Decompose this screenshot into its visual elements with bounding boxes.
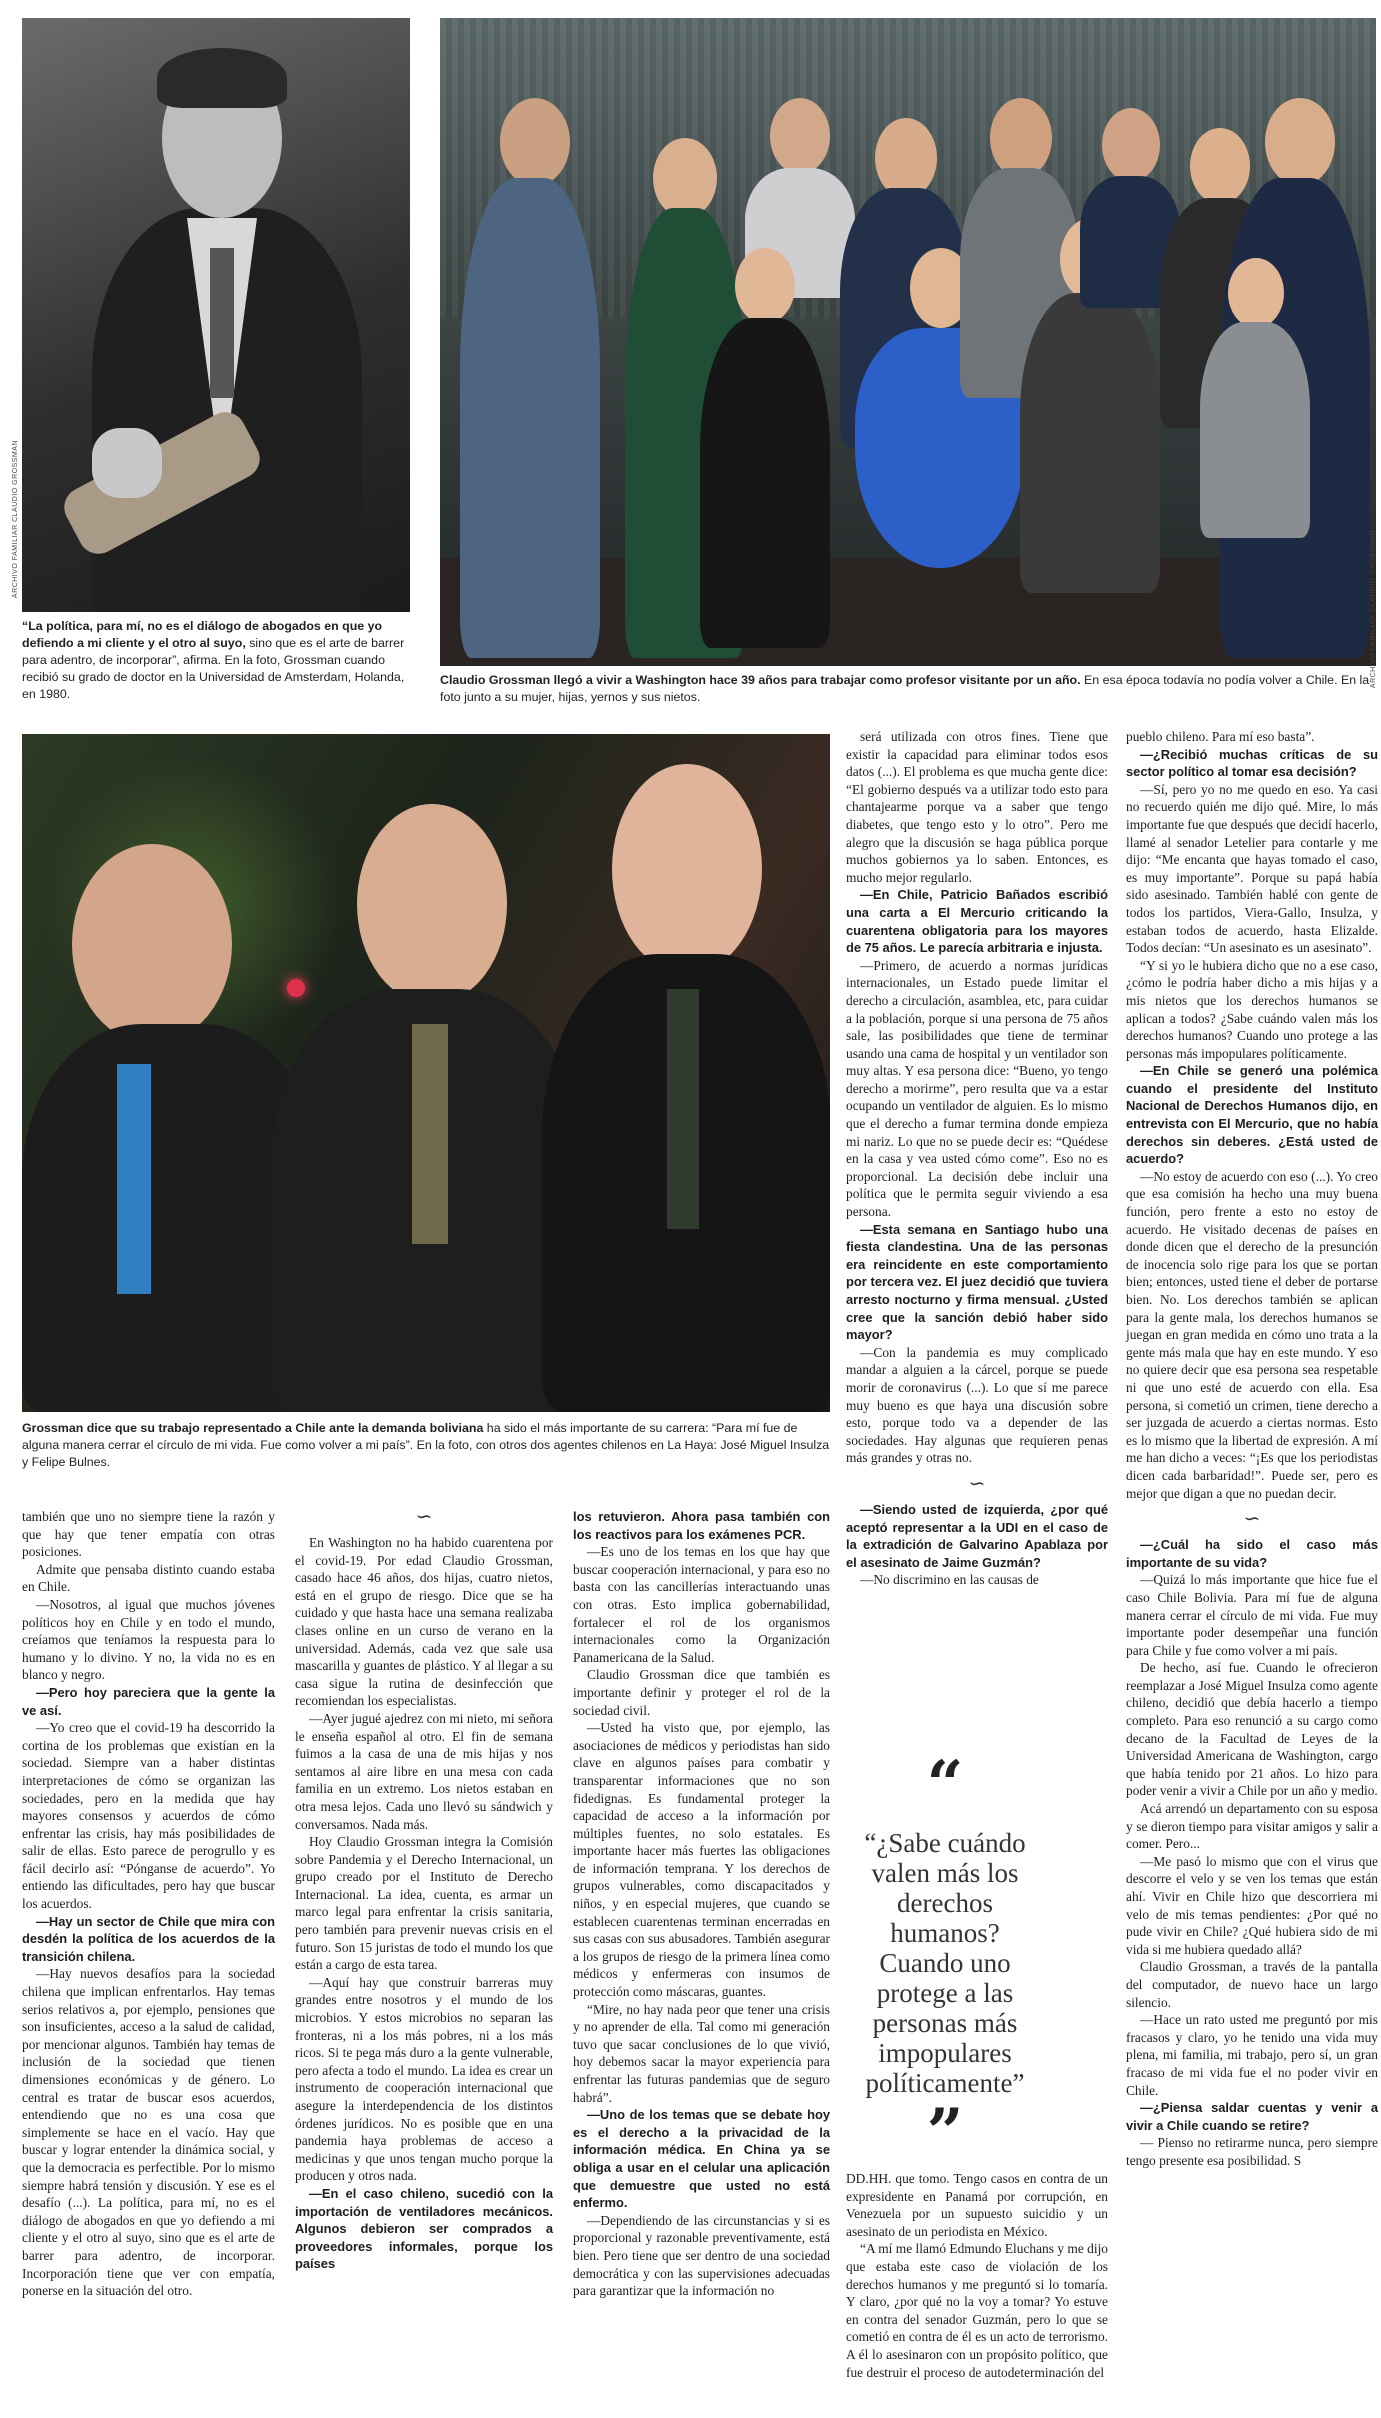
article-column	[846, 2170, 1108, 2381]
article-paragraph: —Aquí hay que construir barreras muy grandes entre nosotros y el mundo de los microbios. Y estos microbios no separan las fronteras, ni a los más pobres, ni a los más ricos. Si te pega más duro a la gente vulnerable, pero afecta a todo el mundo. La idea es crear un instrumento de cooperación internacional que asegure la interdependencia de los distintos órdenes jurídicos. No es posible que en una pandemia haya problemas de acceso a medicinas y que unos tengan mucho porque la producen y otros nada.	[295, 1974, 553, 2184]
article-paragraph: — Pienso no retirarme nunca, pero siempre tengo presente esa posibilidad. S	[1126, 2135, 1378, 2168]
interview-question: —Pero hoy pareciera que la gente la ve así.	[22, 1684, 275, 1718]
article-paragraph: —Primero, de acuerdo a normas jurídicas internacionales, un Estado puede limitar el derecho a circulación, asamblea, etc, para cuidar a la población, porque si una persona de 75 años sale, las posibilidades que tiene de terminar usando una cama de hospital y un ventilador son muy altas. Y esa persona dice: “Bueno, yo tengo derecho a morirme”, pero resulta que va a estar ocupando un ventilador de alguien. Es lo mismo que el derecho a fumar termina donde empieza mi nariz. Lo que no se puede decir es: “Quédese en la casa y vea usted cómo come”. Eso no es proporcional. La decisión debe incluir una política que le permita seguir viviendo a esa persona.	[846, 957, 1108, 1220]
agents-photo	[22, 734, 830, 1412]
article-paragraph: —No discrimino en las causas de	[860, 1572, 1039, 1588]
open-quote-mark: “	[926, 1747, 964, 1822]
article-paragraph: DD.HH. que tomo. Tengo casos en contra de un expresidente en Panamá por corrupción, en Venezuela por un supuesto suicidio y un asesinato de un periodista en México.	[846, 2171, 1108, 2239]
interview-question: —¿Recibió muchas críticas de su sector político al tomar esa decisión?	[1126, 746, 1378, 780]
caption-text: En esa época todavía no podía volver a Chile. En la foto junto a su mujer, hijas, yernos y sus nietos.	[440, 673, 1370, 704]
portrait-figure	[22, 18, 410, 612]
article-paragraph: —Sí, pero yo no me quedo en eso. Ya casi no recuerdo quién me dijo qué. Mire, lo más importante fue que después que decidí hacerlo, llamé al senador Letelier para contarle y me dijo: “Me encanta que hayas tomado el caso, es muy importante”. Porque su papá había sido asesinado. También hablé con gente de todos los partidos, Viera-Gallo, Insulza, y estaban todos de acuerdo, hasta Elizalde. Todos decían: “Un asesinato es un asesinato”.	[1126, 781, 1378, 956]
photo-caption	[22, 1420, 830, 1471]
article-column	[846, 728, 1108, 1589]
close-quote-mark: ”	[926, 2095, 964, 2170]
caption-text: sino que es el arte de barrer para adentro, de incorporar”, afirma. En la foto, Grossman cuando recibió su grado de doctor en la Universidad de Amsterdam, Holanda, en 1980.	[22, 636, 405, 701]
caption-bold: Claudio Grossman llegó a vivir a Washington hace 39 años para trabajar como profesor visitante por un año.	[440, 673, 1081, 687]
article-paragraph: —Nosotros, al igual que muchos jóvenes políticos hoy en Chile y en todo el mundo, creíamos que teníamos la respuesta para lo humano y lo divino. Y no, la vida no es en blanco y negro.	[22, 1596, 275, 1683]
section-ornament: ∽	[1243, 1508, 1261, 1531]
article-paragraph: “Y si yo le hubiera dicho que no a ese caso, ¿cómo le podría haber dicho a mis hijas y a mis nietos que los derechos humanos se aplican a todos? ¿Sabe cuándo valen más los derechos humanos? Cuando uno protege a las personas más impopulares políticamente.	[1126, 957, 1378, 1061]
interview-question: —¿Cuál ha sido el caso más importante de su vida?	[1126, 1537, 1378, 1570]
interview-question: —¿Piensa saldar cuentas y venir a vivir a Chile cuando se retire?	[1126, 2100, 1378, 2133]
article-paragraph: también que uno no siempre tiene la razón y que hay que tener empatía con otras posiciones.	[22, 1509, 275, 1560]
article-column	[22, 1508, 275, 2300]
article-paragraph: Claudio Grossman, a través de la pantalla del computador, de nuevo hace un largo silencio.	[1126, 1959, 1378, 2010]
article-paragraph: —Yo creo que el covid-19 ha descorrido la cortina de los problemas que existían en la sociedad. Siempre van a haber distintas interpretaciones de cómo se organizan las sociedades, pero en la medida que hay mayores consensos y acuerdos de cómo enfrentar las crisis, hay más posibilidades de salir de ellas. Esto parece de perogrullo y es fácil decirlo así: “Pónganse de acuerdo”. Yo entiendo las dificultades, pero hay que buscar los acuerdos.	[22, 1720, 275, 1912]
article-column	[295, 1500, 553, 2273]
interview-question: —Uno de los temas que se debate hoy es el derecho a la privacidad de la información médica. En China ya se obliga a usar en el celular una aplicación que demuestre que usted no está enfermo.	[573, 2107, 830, 2211]
caption-text: ha sido el más importante de su carrera: “Para mí fue de alguna manera cerrar el círculo de mi vida. Fue como volver a mi país”. En la foto, con otros dos agentes chilenos en La Haya: José Miguel Insulza y Felipe Bulnes.	[22, 1421, 830, 1469]
article-paragraph: —Hay nuevos desafíos para la sociedad chilena que implican enfrentarlos. Hay temas serios relativos a, por ejemplo, pensiones que son insuficientes, acceso a la salud de calidad, por mencionar algunos. También hay temas de inclusión de la sociedad que tienen dimensiones económicas y de género. Lo central es tratar de buscar esos acuerdos, entendiendo que no es una cosa que simplemente se hace en el vacío. Hay que buscar y lograr entender la dinámica social, y que la democracia es perfectible. Por lo mismo siempre habrá tensión y discusión. Y ese es el desafío (...). La política, para mí, no es el diálogo de abogados en que yo defiendo a mi cliente y el otro al suyo, sino que es el arte de barrer para adentro, de incorporar. Incorporación tiene que ver con empatía, ponerse en la situación del otro.	[22, 1966, 275, 2299]
article-paragraph: será utilizada con otros fines. Tiene que existir la capacidad para eliminar todos esos datos (...). El problema es que mucha gente dice: “El gobierno después va a utilizar todo esto para chantajearme porque va a saber que tengo diabetes, que tengo esto y lo otro”. Pero me alegro que la discusión se haga pública porque muchos gobiernos ya lo saben. Entonces, es mucho mejor regularlo.	[846, 729, 1108, 885]
article-paragraph: Admite que pensaba distinto cuando estaba en Chile.	[22, 1561, 275, 1595]
photo-caption	[440, 672, 1376, 706]
article-paragraph: —Me pasó lo mismo que con el virus que descorre el velo y se ven los temas que están ahí. Vivir en Chile hizo que descorriera mi velo de mis temas pendientes: ¿Por qué no pude vivir en Chile? ¿Qué hubiera sido de mi vida si me hubiera quedado allá?	[1126, 1853, 1378, 1957]
article-paragraph: “Mire, no hay nada peor que tener una crisis y no aprender de ella. Tal como mi generación tuvo que sacar conclusiones de lo que vivió, hoy debemos sacar la mayor experiencia para enfrentar las futuras pandemias que de seguro habrá”.	[573, 2001, 830, 2105]
article-paragraph: pueblo chileno. Para mí eso basta”.	[1126, 729, 1315, 744]
article-paragraph: —Hace un rato usted me preguntó por mis fracasos y claro, yo he tenido una vida muy plena, mi familia, mi trabajo, pero sí, un gran fracaso de mi vida fue el no poder vivir en Chile.	[1126, 2012, 1378, 2098]
photo-credit: ARCHIVO FAMILIAR CLAUDIO GROSSMAN	[1370, 530, 1377, 689]
article-column	[573, 1508, 830, 2300]
article-paragraph: —No estoy de acuerdo con eso (...). Yo creo que esa comisión ha hecho una muy buena función, pero frente a esto no estoy de acuerdo. He visitado decenas de países en donde dicen que el derecho de la presunción de inocencia solo rige para los que se portan bien; entonces, usted tiene el deber de portarse bien. No. Los derechos también se aplican para la gente mala, los derechos humanos se juegan en gran medida en cómo uno trata a la gente más mala que hay en este mundo. Y eso no quiere decir que esa persona sea respetable ni que uno esté de acuerdo con ella. Esa persona, si cometió un crimen, tiene derecho a ser juzgada de acuerdo a ciertas normas. Esto es lo mismo que la libertad de expresión. A mí me han dicho a veces: “¡Es que los periodistas dicen cada barbaridad!”. Puede ser, pero es mejor que digan a que no puedan decir.	[1126, 1168, 1378, 1501]
pull-quote	[846, 1747, 1044, 2170]
article-paragraph: —Es uno de los temas en los que hay que buscar cooperación internacional, y para eso no basta con las cancillerías interactuando unas con otras. Esto implica gobernabilidad, fortalecer el rol de los organismos internacionales como la Organización Panamericana de la Salud.	[573, 1544, 830, 1665]
article-paragraph: Hoy Claudio Grossman integra la Comisión sobre Pandemia y el Derecho Internacional, un grupo creado por el Instituto de Derecho Internacional. La idea, cuenta, es armar un marco legal para enfrentar la crisis sanitaria, pero también para prevenir nuevas crisis en el futuro. Son 15 juristas de todo el mundo los que están a cargo de esta tarea.	[295, 1834, 553, 1973]
pull-quote-text: “¿Sabe cuándo valen más los derechos humanos? Cuando uno protege a las personas más impopulares políticamente”	[864, 1828, 1026, 2098]
article-paragraph: —Quizá lo más importante que hice fue el caso Chile Bolivia. Para mí fue de alguna manera cerrar el círculo de mi vida. Fue muy importante poder desempeñar una función para Chile y fue como volver a mi país.	[1126, 1572, 1378, 1658]
interview-question: —Hay un sector de Chile que mira con desdén la política de los acuerdos de la transición chilena.	[22, 1913, 275, 1964]
interview-question: los retuvieron. Ahora pasa también con los reactivos para los exámenes PCR.	[573, 1509, 830, 1542]
interview-question: —Esta semana en Santiago hubo una fiesta clandestina. Una de las personas era reincidente en este comportamiento por tercera vez. El juez decidió que tuviera arresto nocturno y firma mensual. ¿Usted cree que la sanción debió haber sido mayor?	[846, 1221, 1108, 1343]
article-paragraph: —Usted ha visto que, por ejemplo, las asociaciones de médicos y periodistas han sido clave en algunos países para combatir y transparentar informaciones que no son fidedignas. Es fundamental proteger la capacidad de acceso a la información por múltiples fuentes, no solo estatales. Es importante hacer más fuertes las obligaciones de información temprana. Y los derechos de grupos vulnerables, como discapacitados y niños, y en especial mujeres, que cuando se establecen cuarentenas terminan encerradas en sus casas con sus abusadores. También asegurar a los grupos de riesgo de la primera línea como médicos y enfermeras con insumos de protección como máscaras, guantes.	[573, 1720, 830, 2000]
section-ornament: ∽	[415, 1506, 433, 1528]
article-paragraph: “A mí me llamó Edmundo Eluchans y me dijo que estaba este caso de violación de los derechos humanos y me preguntó si lo tomaría. Y claro, ¿por qué no la voy a tomar? Yo estuve en contra del senador Guzmán, pero lo que se cometió en contra de él es un acto de terrorismo. A él lo asesinaron con un propósito político, que fue destruir el proceso de autodeterminación del	[846, 2241, 1108, 2380]
article-paragraph: Acá arrendó un departamento con su esposa y se dieron tiempo para visitar amigos y salir a comer. Pero...	[1126, 1801, 1378, 1852]
family-photo	[440, 18, 1376, 666]
interview-question: —En el caso chileno, sucedió con la importación de ventiladores mecánicos. Algunos debieron ser comprados a proveedores informales, porque los países	[295, 2185, 553, 2272]
interview-question: —En Chile se generó una polémica cuando el presidente del Instituto Nacional de Derechos Humanos dijo, en entrevista con El Mercurio, que no había derechos sin deberes. ¿Está usted de acuerdo?	[1126, 1063, 1378, 1167]
article-paragraph: —Ayer jugué ajedrez con mi nieto, mi señora le enseña español al otro. El fin de semana fuimos a la casa de una de mis hijas y nos sentamos al aire libre en una mesa con cada familia en un extremo. Los nietos estaban en otra mesa lejos. Cada uno llevó su sándwich y conversamos. Nada más.	[295, 1710, 553, 1832]
article-paragraph: En Washington no ha habido cuarentena por el covid-19. Por edad Claudio Grossman, casado hace 46 años, dos hijas, cuatro nietos, está en el grupo de riesgo. Dice que se ha cuidado y que hasta hace una semana realizaba clases online en un curso de verano en la universidad. Además, cada vez que sale usa mascarilla y guantes de plástico. Y al llegar a su casa sigue la rutina de desinfección que recomiendan los especialistas.	[295, 1535, 553, 1709]
graduation-photo	[22, 18, 410, 612]
article-paragraph: Claudio Grossman dice que también es importante definir y proteger el rol de la sociedad civil.	[573, 1667, 830, 1718]
caption-bold: “La política, para mí, no es el diálogo de abogados en que yo defiendo a mi cliente y el otro al suyo,	[22, 619, 383, 650]
photo-caption	[22, 618, 412, 703]
section-ornament: ∽	[968, 1472, 986, 1495]
interview-question: —En Chile, Patricio Bañados escribió una carta a El Mercurio criticando la cuarentena obligatoria para los mayores de 75 años. Le parecía arbitraria e injusta.	[846, 887, 1108, 956]
interview-question: —Siendo usted de izquierda, ¿por qué aceptó representar a la UDI en el caso de la extradición de Galvarino Apablaza por el asesinato de Jaime Guzmán?	[846, 1501, 1108, 1570]
article-paragraph: —Con la pandemia es muy complicado mandar a alguien a la cárcel, porque se puede morir de coronavirus (...). Lo que sí me parece muy bueno es que haya una discusión sobre esto, porque todo va a depender de las sociedades. Hay algunas que requieren penas más grandes y otras no.	[846, 1344, 1108, 1466]
caption-bold: Grossman dice que su trabajo representado a Chile ante la demanda boliviana	[22, 1421, 484, 1435]
article-paragraph: De hecho, así fue. Cuando le ofrecieron reemplazar a José Miguel Insulza como agente chileno, decidió que debía hacerlo a tiempo completo. Para eso renunció a su cargo como decano de la Facultad de Leyes de la Universidad Americana de Washington, cargo que había tenido por 21 años. Lo hizo para poder venir a vivir a Chile por un año y medio.	[1126, 1660, 1378, 1799]
article-paragraph: —Dependiendo de las circunstancias y si es proporcional y razonable preventivamente, está bien. Pero tiene que ser dentro de una sociedad democrática y con las supervisiones adecuadas para garantizar que la información no	[573, 2212, 830, 2299]
photo-credit: ARCHIVO FAMILIAR CLAUDIO GROSSMAN	[12, 440, 19, 599]
article-column	[1126, 728, 1378, 2170]
